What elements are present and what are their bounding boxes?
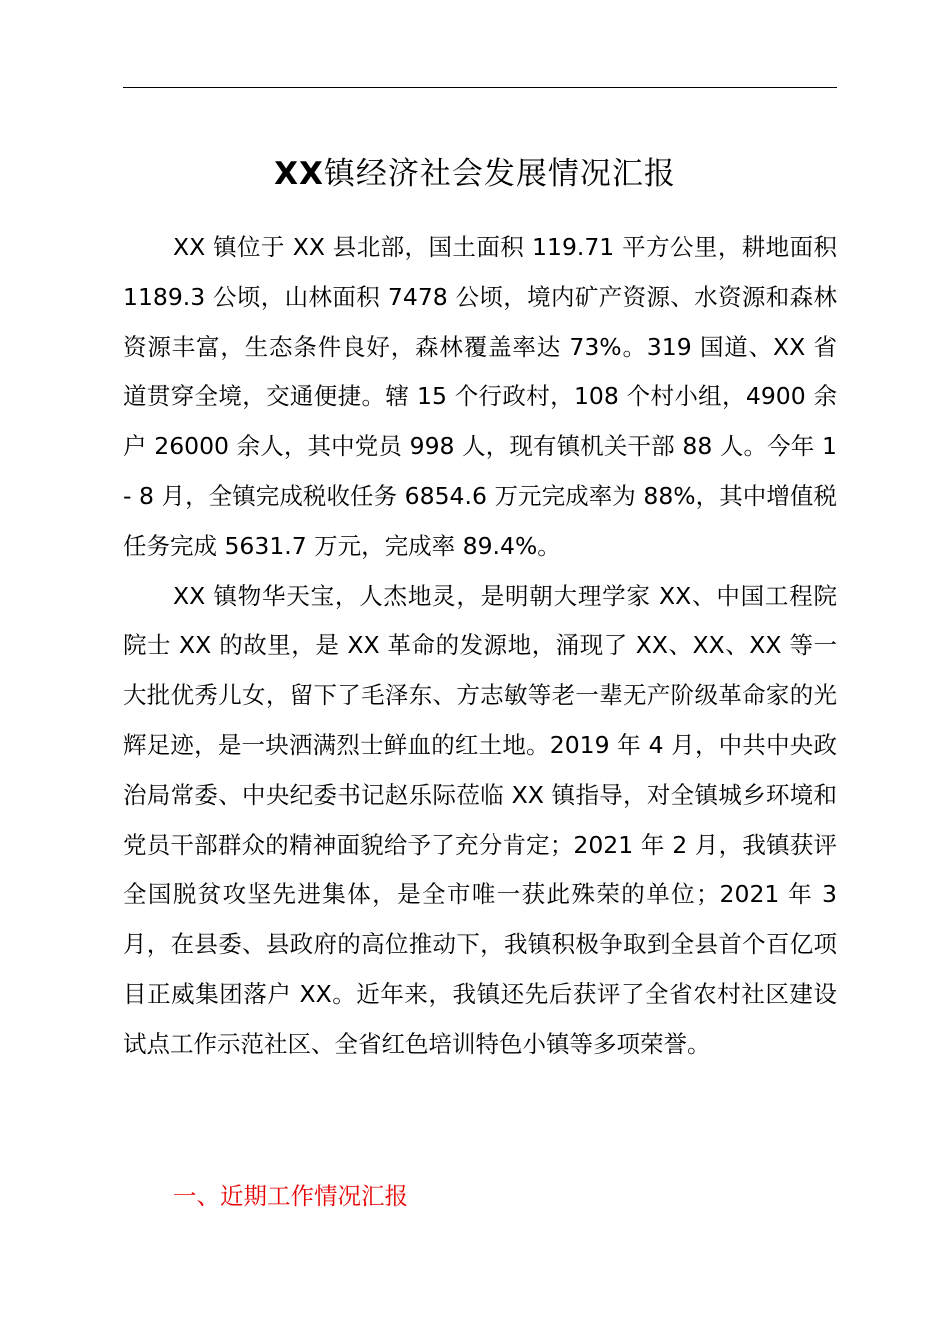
document-title-rest: 镇经济社会发展情况汇报: [323, 156, 676, 192]
paragraph-overview: XX 镇位于 XX 县北部，国土面积 119.71 平方公里，耕地面积 1189.3 公顷，山林面积 7478 公顷，境内矿产资源、水资源和森林资源丰富，生态条件良好，森林覆盖率达 73%。319 国道、XX 省道贯穿全境，交通便捷。辖 15 个行政村，108 个村小组，4900 余户 26000 余人，其中党员 998 人，现有镇机关干部 88 人。今年 1 - 8 月，全镇完成税收任务 6854.6 万元完成率为 88%，其中增值税任务完成 5631.7 万元，完成率 89.4%。: [123, 233, 837, 560]
document-title-prefix: XX: [274, 156, 324, 192]
document-title: [0, 150, 950, 198]
paragraph-history: XX 镇物华天宝，人杰地灵，是明朝大理学家 XX、中国工程院院士 XX 的故里，是 XX 革命的发源地，涌现了 XX、XX、XX 等一大批优秀儿女，留下了毛泽东、方志敏等老一辈无产阶级革命家的光辉足迹，是一块洒满烈士鲜血的红土地。2019 年 4 月，中共中央政治局常委、中央纪委书记赵乐际莅临 XX 镇指导，对全镇城乡环境和党员干部群众的精神面貌给予了充分肯定；2021 年 2 月，我镇获评全国脱贫攻坚先进集体，是全市唯一获此殊荣的单位；2021 年 3 月，在县委、县政府的高位推动下，我镇积极争取到全县首个百亿项目正威集团落户 XX。近年来，我镇还先后获评了全省农村社区建设试点工作示范社区、全省红色培训特色小镇等多项荣誉。: [123, 581, 837, 1058]
document-body: [123, 223, 837, 1070]
section-heading: 一、近期工作情况汇报: [173, 1182, 408, 1210]
header-rule: [123, 87, 837, 88]
